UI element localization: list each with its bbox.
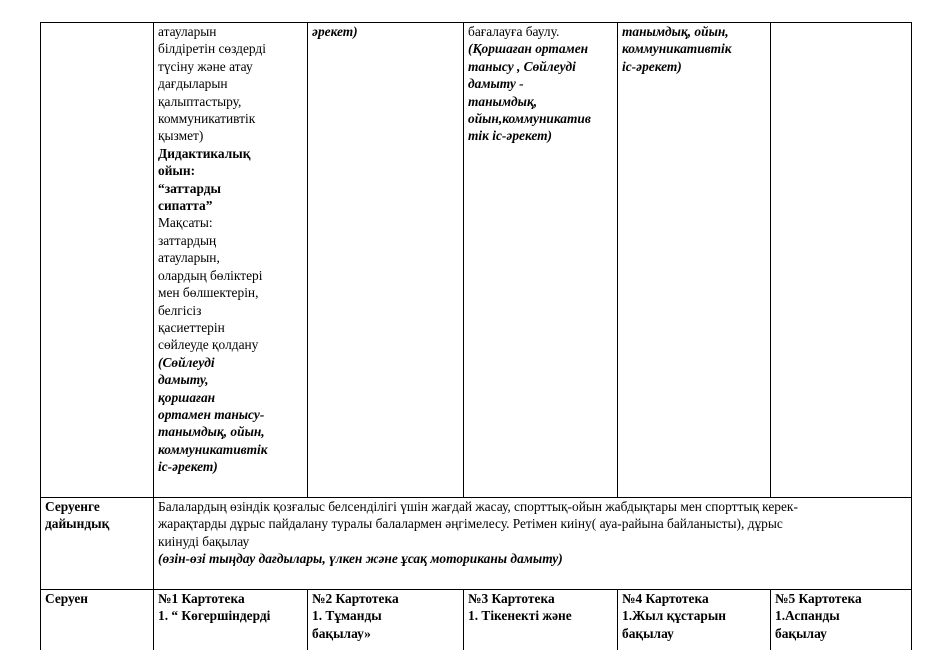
cell-line: заттардың — [158, 232, 217, 248]
row-label: Серуен — [45, 591, 88, 606]
row-label: Серуенге — [45, 499, 100, 514]
cell-line: белгісіз — [158, 302, 202, 318]
card-title: №5 Картотека — [775, 591, 862, 606]
cell-line: коммуникативтік — [158, 441, 268, 457]
cell-line: дағдыларын — [158, 76, 228, 92]
cell-line: іс-әрекет) — [622, 58, 682, 74]
walk-preparation-cell — [154, 498, 912, 590]
cell-line: қызмет) — [158, 128, 204, 144]
table-row — [41, 23, 912, 498]
card-cell-2 — [308, 590, 464, 652]
activity-cell-2 — [308, 23, 464, 498]
card-cell-1 — [154, 590, 308, 652]
cell-line: Мақсаты: — [158, 215, 213, 231]
card-cell-3 — [464, 590, 618, 652]
activity-cell-1 — [154, 23, 308, 498]
paragraph-line: киінуді бақылау — [158, 533, 250, 549]
cell-lines — [158, 23, 303, 476]
cell-line: ортамен танысу- — [158, 406, 265, 422]
card-title: №1 Картотека — [158, 591, 245, 606]
cell-line: іс-әрекет) — [158, 459, 218, 475]
cell-line: мен бөлшектерін, — [158, 285, 259, 301]
card-title: №4 Картотека — [622, 591, 709, 606]
card-item: 1.Аспанды — [775, 608, 840, 624]
activity-cell-4 — [618, 23, 771, 498]
cell-line: “заттарды — [158, 180, 221, 196]
card-item: 1. “ Көгершіндерді — [158, 608, 271, 624]
activity-cell-3 — [464, 23, 618, 498]
cell-line: Дидактикалық — [158, 145, 251, 161]
card-item: 1. Тікенекті және — [468, 608, 572, 624]
card-item: 1.Жыл құстарын — [622, 608, 727, 624]
cell-line: білдіретін сөздерді — [158, 41, 266, 57]
cell-line: әрекет) — [312, 24, 358, 39]
cell-line: танысу , Сөйлеуді — [468, 58, 576, 74]
cell-line: бағалауға баулу. — [468, 24, 560, 39]
cell-line: атауларын, — [158, 250, 220, 266]
activity-cell-5 — [771, 23, 912, 498]
cell-line: дамыту, — [158, 372, 209, 388]
page-bottom-edge — [0, 650, 950, 672]
row-label-cell — [41, 23, 154, 498]
cell-line: ойын,коммуникатив — [468, 111, 591, 127]
cell-line: танымдық, ойын, — [622, 24, 729, 39]
cell-line: сипатта” — [158, 198, 213, 214]
card-cell-5 — [771, 590, 912, 652]
cell-lines — [468, 23, 613, 145]
skills-note: (өзін-өзі тыңдау дағдылары, үлкен және ұсақ моториканы дамыту) — [158, 551, 563, 567]
cell-lines — [622, 23, 766, 75]
card-title: №3 Картотека — [468, 591, 555, 606]
row-label-cell — [41, 590, 154, 652]
cell-line: (Қоршаған ортамен — [468, 41, 589, 57]
cell-lines — [312, 23, 459, 40]
card-item: бақылау — [622, 625, 674, 641]
cell-line: түсіну және атау — [158, 58, 253, 74]
card-title: №2 Картотека — [312, 591, 399, 606]
row-label: дайындық — [45, 516, 110, 532]
cell-line: (Сөйлеуді — [158, 354, 215, 370]
plan-table — [40, 22, 912, 652]
cell-line: тік іс-әрекет) — [468, 128, 553, 144]
cell-line: қалыптастыру, — [158, 93, 242, 109]
paragraph-line: жарақтарды дұрыс пайдалану туралы балалармен әңгімелесу. Ретімен киіну( ауа-райына байланысты), дұрыс — [158, 516, 783, 532]
table-row — [41, 590, 912, 652]
cell-line: қоршаған — [158, 389, 216, 405]
table-row — [41, 498, 912, 590]
cell-line: қасиеттерін — [158, 319, 225, 335]
cell-line: коммуникативтік — [622, 41, 732, 57]
cell-line: коммуникативтік — [158, 111, 256, 127]
cell-line: сөйлеуде қолдану — [158, 337, 259, 353]
cell-line: танымдық, — [468, 93, 538, 109]
cell-line: олардың бөліктері — [158, 267, 263, 283]
card-item: бақылау» — [312, 625, 371, 641]
cell-line: ойын: — [158, 163, 196, 179]
cell-line: атауларын — [158, 24, 217, 39]
paragraph-line: Балалардың өзіндік қозғалыс белсенділігі үшін жағдай жасау, спорттық-ойын жабдықтары мен спорттық керек- — [158, 499, 798, 514]
row-label-cell — [41, 498, 154, 590]
card-cell-4 — [618, 590, 771, 652]
card-item: бақылау — [775, 625, 827, 641]
cell-line: дамыту - — [468, 76, 524, 92]
card-item: 1. Тұманды — [312, 608, 382, 624]
cell-line: танымдық, ойын, — [158, 424, 265, 440]
